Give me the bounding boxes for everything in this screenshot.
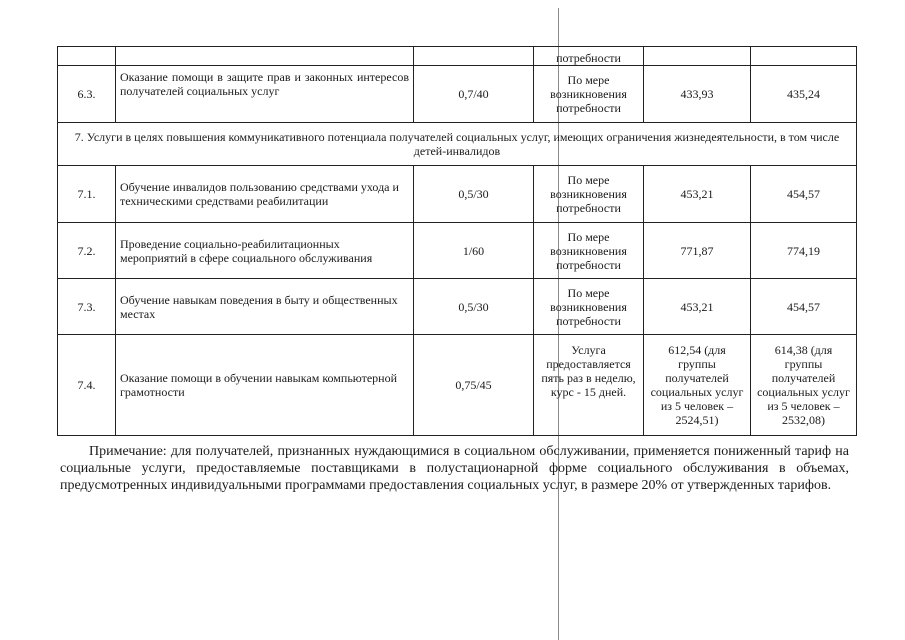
tariff-table	[57, 46, 857, 436]
tariff-value: 614,38 (для группы получателей социальных услуг из 5 человек – 2532,08)	[751, 335, 857, 436]
tariff-value: 454,57	[751, 279, 857, 335]
service-period: По мере возникновения потребности	[534, 66, 644, 123]
section-row	[58, 123, 857, 166]
service-period: потребности	[534, 47, 644, 66]
row-number: 6.3.	[58, 66, 116, 123]
service-period: Услуга предоставляется пять раз в неделю, курс - 15 дней.	[534, 335, 644, 436]
service-name: Оказание помощи в обучении навыкам компьютерной грамотности	[116, 335, 414, 436]
row-number	[58, 47, 116, 66]
table-row	[58, 279, 857, 335]
time-norm: 1/60	[414, 223, 534, 279]
tariff-value: 435,24	[751, 66, 857, 123]
table-row	[58, 66, 857, 123]
tariff-value: 453,21	[644, 279, 751, 335]
tariff-value	[644, 47, 751, 66]
service-name: Оказание помощи в защите прав и законных интересов получателей социальных услуг	[116, 66, 414, 123]
service-name: Проведение социально-реабилитационных мероприятий в сфере социального обслуживания	[116, 223, 414, 279]
tariff-value: 612,54 (для группы получателей социальных услуг из 5 человек – 2524,51)	[644, 335, 751, 436]
table-row	[58, 47, 857, 66]
row-number: 7.2.	[58, 223, 116, 279]
service-period: По мере возникновения потребности	[534, 279, 644, 335]
tariff-value: 774,19	[751, 223, 857, 279]
tariff-value: 771,87	[644, 223, 751, 279]
section-heading: 7. Услуги в целях повышения коммуникативного потенциала получателей социальных услуг, имеющих ограничения жизнедеятельности, в том числе детей-инвалидов	[58, 123, 857, 166]
tariff-value: 453,21	[644, 166, 751, 223]
service-name: Обучение навыкам поведения в быту и общественных местах	[116, 279, 414, 335]
time-norm	[414, 47, 534, 66]
time-norm: 0,5/30	[414, 166, 534, 223]
time-norm: 0,5/30	[414, 279, 534, 335]
table-row	[58, 335, 857, 436]
service-name	[116, 47, 414, 66]
row-number: 7.1.	[58, 166, 116, 223]
footnote-paragraph: Примечание: для получателей, признанных нуждающимися в социальном обслуживании, применяется пониженный тариф на социальные услуги, предоставляемые поставщиками в полустационарной форме социального обслуживания в объемах, предусмотренных индивидуальными программами предоставления социальных услуг, в размере 20% от утвержденных тарифов.	[60, 444, 849, 493]
table-row	[58, 223, 857, 279]
row-number: 7.3.	[58, 279, 116, 335]
service-period: По мере возникновения потребности	[534, 223, 644, 279]
service-name: Обучение инвалидов пользованию средствами ухода и техническими средствами реабилитации	[116, 166, 414, 223]
time-norm: 0,7/40	[414, 66, 534, 123]
tariff-value	[751, 47, 857, 66]
service-period: По мере возникновения потребности	[534, 166, 644, 223]
time-norm: 0,75/45	[414, 335, 534, 436]
row-number: 7.4.	[58, 335, 116, 436]
tariff-value: 454,57	[751, 166, 857, 223]
tariff-value: 433,93	[644, 66, 751, 123]
table-row	[58, 166, 857, 223]
